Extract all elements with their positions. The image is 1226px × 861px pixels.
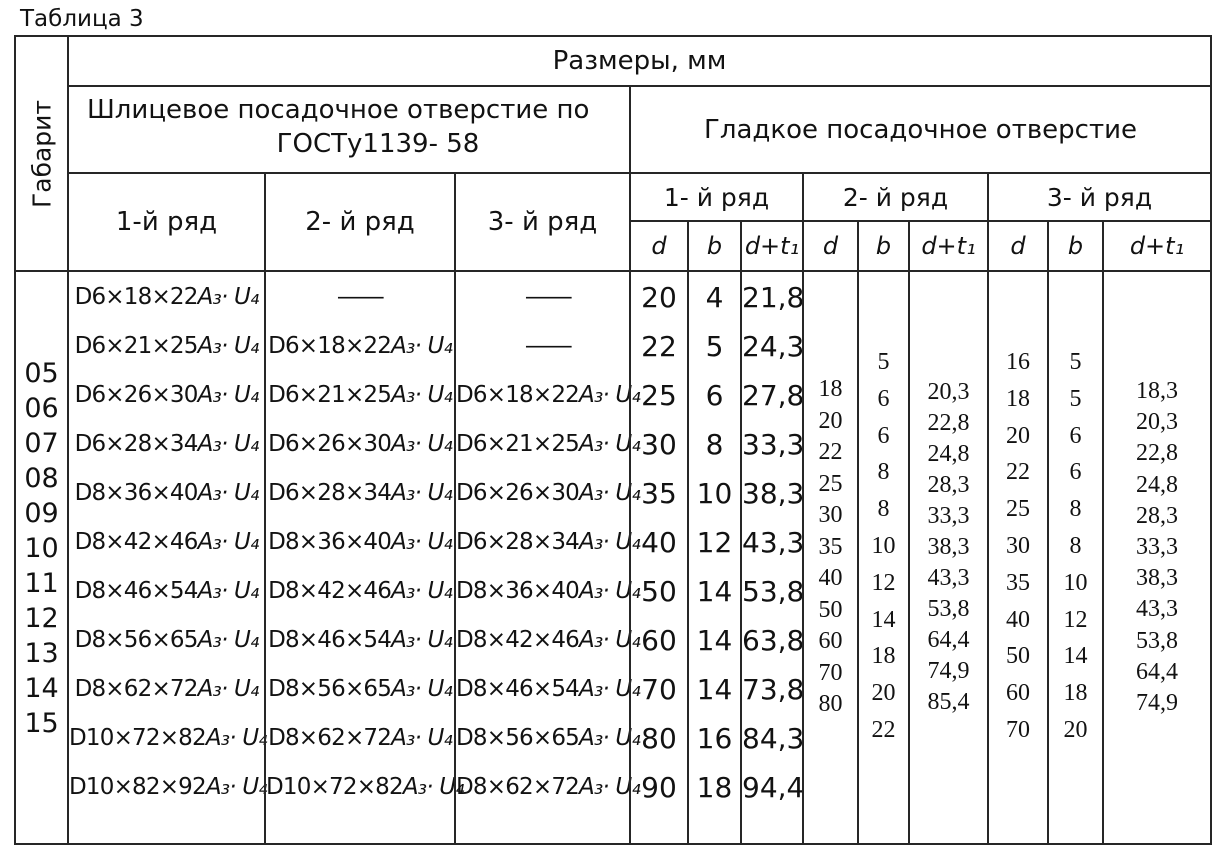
spline-designation: D6×21×25A₃· U₄ <box>74 333 259 359</box>
dt1-value: 38,3 <box>1136 565 1178 592</box>
gabarit-value: 14 <box>24 673 59 704</box>
spline-designation: D6×26×30A₃· U₄ <box>74 382 259 408</box>
subheader-b-row1: b <box>687 222 740 270</box>
dt1-value: 38,3 <box>927 534 970 560</box>
column-b-row2 <box>857 272 908 843</box>
spline-designation: D8×42×46A₃· U₄ <box>74 529 259 555</box>
b-value: 18 <box>871 643 896 670</box>
d-value: 22 <box>818 439 843 465</box>
d-value: 22 <box>1006 459 1030 486</box>
gabarit-values-column <box>16 270 67 843</box>
spline-title-line2: ГОСТу1139- 58 <box>276 129 480 159</box>
spline-designation: D8×42×46A₃· U₄ <box>456 627 640 653</box>
column-dt1-row2 <box>908 272 987 843</box>
dt1-value: 85,4 <box>927 689 970 715</box>
b-value: 12 <box>871 569 896 596</box>
dt1-value: 33,3 <box>1136 534 1178 561</box>
b-value: 8 <box>877 459 890 486</box>
table-main <box>67 37 1210 843</box>
spline-section <box>69 85 640 843</box>
dt1-value: 27,8 <box>742 379 805 412</box>
b-value: 6 <box>877 422 890 449</box>
d-value: 60 <box>818 628 843 654</box>
d-value: 30 <box>818 502 843 528</box>
d-value: 18 <box>818 376 843 402</box>
dt1-value: 43,3 <box>1136 596 1178 623</box>
d-value: 35 <box>818 533 843 560</box>
spline-designation: D6×21×25A₃· U₄ <box>456 431 640 457</box>
spline-designation: D6×28×34A₃· U₄ <box>268 480 452 506</box>
dt1-value: 38,3 <box>742 477 805 510</box>
spline-designation: D8×62×72A₃· U₄ <box>456 774 640 800</box>
subheader-d-row2: d <box>802 222 857 270</box>
table-sections <box>69 85 1210 843</box>
b-value: 8 <box>1069 496 1082 523</box>
dt1-value: 33,3 <box>742 428 805 461</box>
d-value: 40 <box>818 565 843 591</box>
d-value: 70 <box>641 673 677 706</box>
b-value: 12 <box>696 526 733 559</box>
subheader-dt1-row1: d+t₁ <box>740 222 802 270</box>
d-value: 60 <box>641 624 677 657</box>
spline-designation: D8×56×65A₃· U₄ <box>456 725 640 751</box>
gabarit-value: 09 <box>24 498 59 529</box>
spline-header-row3: 3- й ряд <box>454 174 629 270</box>
d-value: 20 <box>1006 422 1030 449</box>
dt1-value: 24,8 <box>1136 471 1178 498</box>
dimensions-table <box>14 35 1212 845</box>
d-value: 80 <box>641 722 677 755</box>
d-value: 40 <box>641 526 677 559</box>
d-value: 50 <box>818 596 843 623</box>
dt1-value: 24,3 <box>742 330 805 363</box>
d-value: 90 <box>641 771 677 804</box>
d-value: 30 <box>1006 532 1030 559</box>
smooth-row-headers <box>631 172 1210 220</box>
subheader-d-row1: d <box>651 232 667 260</box>
gabarit-header-cell <box>16 37 67 270</box>
spline-designation: D6×28×34A₃· U₄ <box>456 529 640 555</box>
d-value: 50 <box>1006 643 1030 670</box>
spline-designation: D8×36×40A₃· U₄ <box>268 529 452 555</box>
d-value: 25 <box>818 470 843 497</box>
column-d-row3 <box>987 272 1047 843</box>
spline-body <box>69 270 640 843</box>
d-value: 60 <box>1006 680 1030 707</box>
b-value: 5 <box>1069 349 1082 375</box>
column-d-row2 <box>802 272 857 843</box>
spline-designation: D8×36×40A₃· U₄ <box>74 480 259 506</box>
spline-column-row1 <box>69 272 267 843</box>
b-value: 8 <box>1069 532 1082 559</box>
smooth-section-title: Гладкое посадочное отверстие <box>631 85 1210 172</box>
spline-designation: — <box>335 284 385 310</box>
b-value: 4 <box>705 281 724 314</box>
b-value: 12 <box>1063 606 1088 633</box>
b-value: 10 <box>871 532 896 559</box>
dt1-value: 64,4 <box>927 627 970 653</box>
b-value: 14 <box>871 606 896 633</box>
spline-designation: D10×82×92A₃· U₄ <box>69 774 267 800</box>
spline-designation: D10×72×82A₃· U₄ <box>266 774 464 800</box>
d-value: 35 <box>1006 569 1030 596</box>
dt1-value: 53,8 <box>742 575 805 608</box>
d-value: 20 <box>818 407 843 434</box>
gabarit-column <box>16 37 67 843</box>
dt1-value: 20,3 <box>1136 409 1178 436</box>
spline-column-row3 <box>454 272 640 843</box>
column-b-row3 <box>1047 272 1102 843</box>
d-value: 70 <box>818 659 843 686</box>
dt1-value: 28,3 <box>1136 502 1178 529</box>
spline-designation: D6×28×34A₃· U₄ <box>74 431 259 457</box>
subheader-dt1-row2: d+t₁ <box>908 222 987 270</box>
b-value: 16 <box>696 722 733 755</box>
d-value: 30 <box>641 428 677 461</box>
dt1-value: 53,8 <box>1136 627 1178 654</box>
d-value: 70 <box>1006 716 1030 743</box>
dt1-value: 84,3 <box>742 722 805 755</box>
b-value: 5 <box>705 330 724 363</box>
spline-designation: D8×42×46A₃· U₄ <box>268 578 452 604</box>
spline-designation: D6×18×22A₃· U₄ <box>268 333 452 359</box>
dt1-value: 43,3 <box>742 526 805 559</box>
d-value: 18 <box>1006 385 1030 412</box>
b-value: 8 <box>705 428 724 461</box>
b-value: 10 <box>1063 569 1088 596</box>
spline-designation: D10×72×82A₃· U₄ <box>69 725 267 751</box>
b-value: 5 <box>1069 385 1082 412</box>
b-value: 14 <box>696 575 733 608</box>
gabarit-value: 13 <box>24 638 59 669</box>
smooth-header-row3: 3- й ряд <box>987 174 1210 220</box>
gabarit-value: 15 <box>24 708 59 739</box>
table-caption: Таблица 3 <box>20 6 144 32</box>
spline-designation: D6×26×30A₃· U₄ <box>268 431 452 457</box>
dt1-value: 22,8 <box>927 410 970 436</box>
spline-designation: D8×62×72A₃· U₄ <box>268 725 452 751</box>
column-dt1-row3 <box>1102 272 1210 843</box>
spline-row-headers <box>69 172 629 270</box>
b-value: 6 <box>877 385 890 412</box>
subheader-d-row3: d <box>987 222 1047 270</box>
gabarit-value: 10 <box>24 533 59 564</box>
d-value: 22 <box>641 330 677 363</box>
dt1-value: 43,3 <box>927 565 970 591</box>
dt1-value: 21,8 <box>742 281 805 314</box>
spline-designation: D8×46×54A₃· U₄ <box>456 676 640 702</box>
b-value: 6 <box>705 379 724 412</box>
gabarit-value: 12 <box>24 603 59 634</box>
spline-header-row1: 1-й ряд <box>115 207 218 237</box>
spline-designation: D6×18×22A₃· U₄ <box>456 382 640 408</box>
smooth-section <box>629 85 1210 843</box>
dt1-value: 94,4 <box>742 771 805 804</box>
smooth-header-row1: 1- й ряд <box>663 182 770 212</box>
b-value: 18 <box>1063 680 1088 707</box>
spline-designation: D8×62×72A₃· U₄ <box>74 676 259 702</box>
dt1-value: 53,8 <box>927 596 970 622</box>
spline-designation: D6×18×22A₃· U₄ <box>74 284 259 310</box>
spline-header-row2: 2- й ряд <box>264 174 454 270</box>
b-value: 10 <box>696 477 733 510</box>
spline-designation: D8×36×40A₃· U₄ <box>456 578 640 604</box>
b-value: 8 <box>877 496 890 523</box>
subheader-b-row3: b <box>1047 222 1102 270</box>
spline-designation: — <box>523 284 573 310</box>
spline-designation: D8×56×65A₃· U₄ <box>74 627 259 653</box>
spline-designation: D8×46×54A₃· U₄ <box>74 578 259 604</box>
spline-designation: D8×56×65A₃· U₄ <box>268 676 452 702</box>
dt1-value: 24,8 <box>927 441 970 467</box>
b-value: 14 <box>696 673 733 706</box>
spline-designation: — <box>523 333 573 359</box>
b-value: 6 <box>1069 459 1082 486</box>
b-value: 14 <box>696 624 733 657</box>
d-value: 20 <box>641 281 677 314</box>
d-value: 35 <box>641 477 677 510</box>
gabarit-value: 08 <box>24 463 59 494</box>
gabarit-header-label: Габарит <box>27 99 56 208</box>
dt1-value: 20,3 <box>927 379 970 405</box>
d-value: 80 <box>818 691 843 717</box>
dt1-value: 22,8 <box>1136 440 1178 467</box>
dt1-value: 18,3 <box>1136 378 1178 404</box>
dt1-value: 64,4 <box>1136 658 1178 685</box>
spline-title-line1: Шлицевое посадочное отверстие по <box>87 95 590 125</box>
smooth-header-row2: 2- й ряд <box>802 174 987 220</box>
b-value: 18 <box>696 771 733 804</box>
d-value: 40 <box>1006 606 1030 633</box>
gabarit-value: 06 <box>24 393 59 424</box>
size-header-label: Размеры, мм <box>552 46 727 76</box>
smooth-subheaders <box>631 220 1210 270</box>
d-value: 16 <box>1006 349 1030 375</box>
b-value: 6 <box>1069 422 1082 449</box>
size-header-cell <box>69 37 1210 85</box>
gabarit-value: 07 <box>24 428 59 459</box>
dt1-value: 74,9 <box>927 658 970 684</box>
b-value: 20 <box>1063 716 1088 743</box>
b-value: 5 <box>877 349 890 375</box>
dt1-value: 33,3 <box>927 503 970 529</box>
dt1-value: 73,8 <box>742 673 805 706</box>
gabarit-value: 11 <box>24 568 59 599</box>
dt1-value: 74,9 <box>1136 690 1178 717</box>
subheader-b-row2: b <box>857 222 908 270</box>
spline-designation: D6×21×25A₃· U₄ <box>268 382 452 408</box>
dt1-value: 63,8 <box>742 624 805 657</box>
subheader-dt1-row3: d+t₁ <box>1102 222 1210 270</box>
d-value: 25 <box>1006 496 1030 523</box>
b-value: 20 <box>871 680 896 707</box>
spline-designation: D8×46×54A₃· U₄ <box>268 627 452 653</box>
d-value: 50 <box>641 575 677 608</box>
d-value: 25 <box>641 379 677 412</box>
b-value: 14 <box>1063 643 1088 670</box>
gabarit-value: 05 <box>24 358 59 389</box>
spline-designation: D6×26×30A₃· U₄ <box>456 480 640 506</box>
spline-section-title <box>69 85 629 172</box>
b-value: 22 <box>871 716 896 743</box>
dt1-value: 28,3 <box>927 472 970 498</box>
